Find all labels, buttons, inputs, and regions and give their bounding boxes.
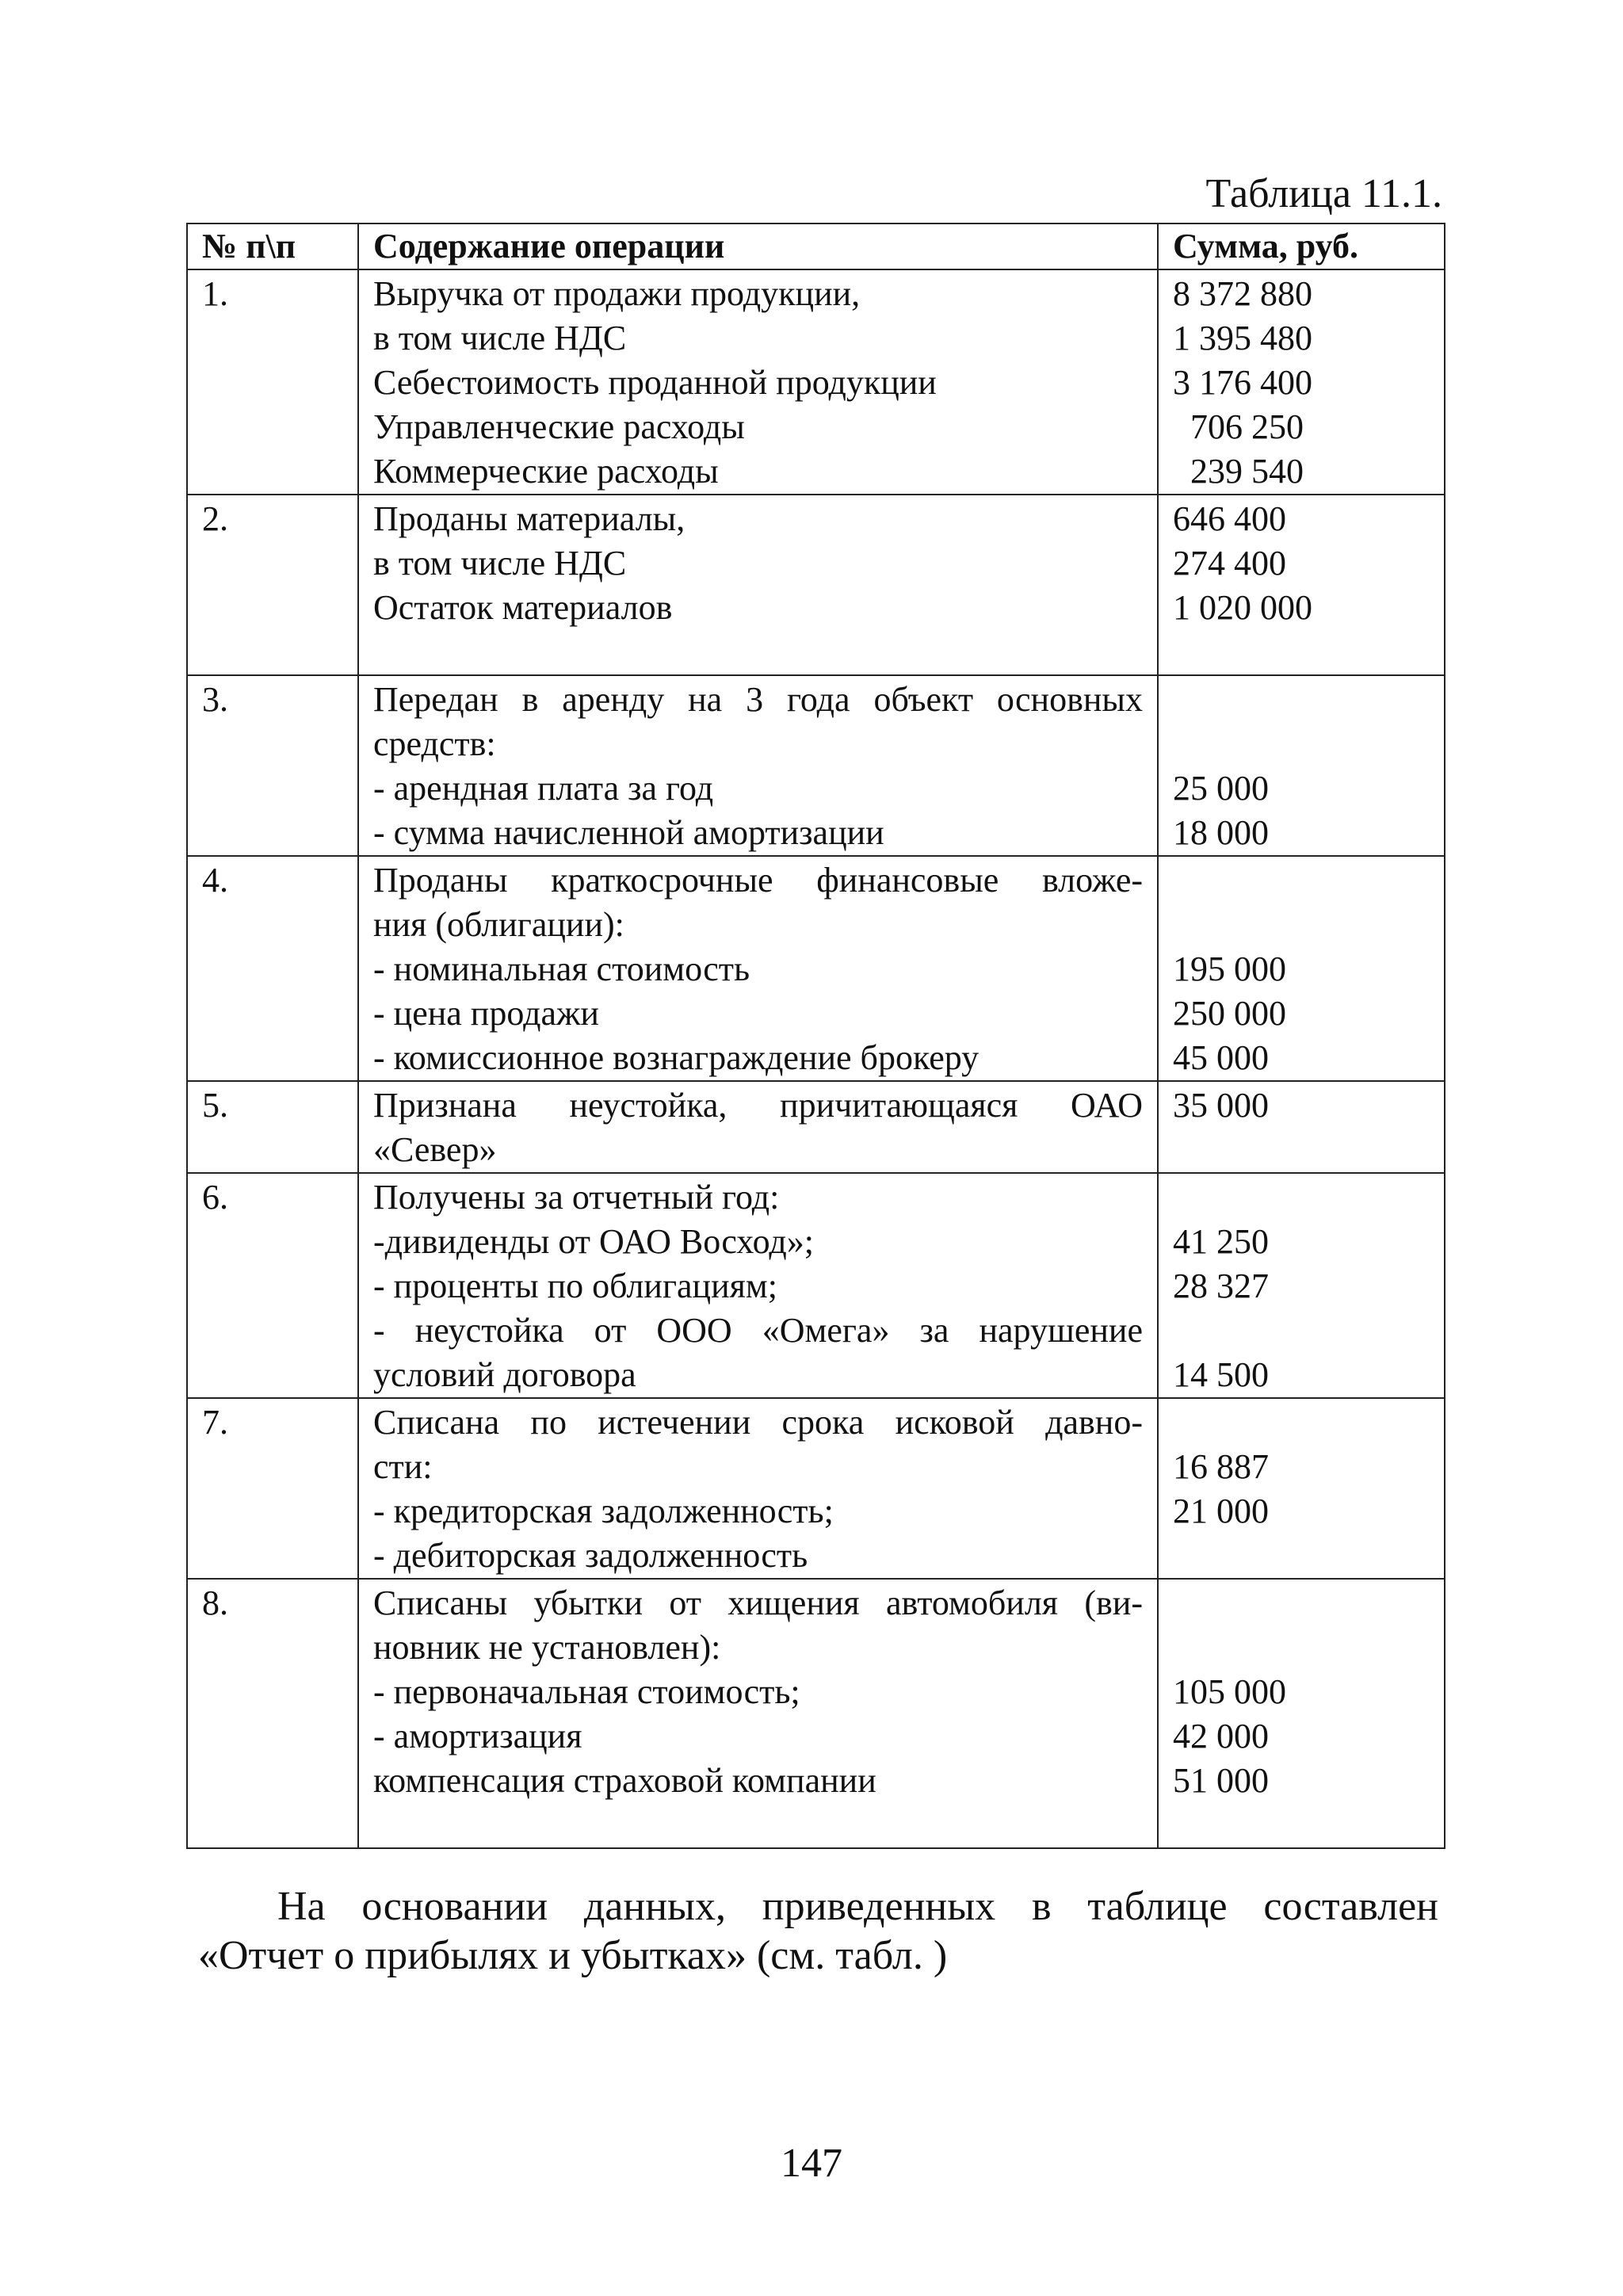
row-number	[187, 1579, 358, 1848]
table-row	[187, 856, 1445, 1081]
paragraph-line: «Отчет о прибылях и убытках» (см. табл. )	[198, 1933, 948, 1978]
row-number	[187, 856, 358, 1081]
description-line: средств:	[373, 724, 496, 763]
amount-line: 239 540	[1173, 452, 1304, 491]
row-number-text: 4.	[202, 861, 228, 900]
amount-line: 8 372 880	[1173, 274, 1312, 313]
description-line: - цена продажи	[373, 994, 599, 1033]
row-number-text: 7.	[202, 1403, 228, 1442]
paragraph-line: На основании данных, приведенных в таблице составлен	[277, 1884, 1438, 1929]
description-line: компенсация страховой компании	[373, 1761, 876, 1800]
table-body	[187, 269, 1445, 1848]
amount-line	[1173, 1400, 1430, 1445]
description-line: Проданы материалы,	[373, 499, 685, 538]
operation-description	[358, 269, 1158, 495]
description-line: «Север»	[373, 1130, 497, 1169]
description-line: сти:	[373, 1447, 433, 1486]
amount-line	[1173, 858, 1430, 903]
table-row	[187, 495, 1445, 675]
table-row	[187, 1173, 1445, 1398]
amount-line	[1173, 678, 1430, 722]
amount-line: 105 000	[1173, 1672, 1286, 1711]
description-line: Получены за отчетный год:	[373, 1178, 780, 1217]
amount-line: 51 000	[1173, 1761, 1269, 1800]
row-number	[187, 495, 358, 675]
description-line: - комиссионное вознаграждение брокеру	[373, 1038, 980, 1077]
amount-line	[1173, 722, 1430, 766]
description-line: Признана неустойка, причитающаяся ОАО	[373, 1086, 1143, 1125]
row-number	[187, 269, 358, 495]
operation-description	[358, 1173, 1158, 1398]
operation-description	[358, 1081, 1158, 1173]
amount-line: 25 000	[1173, 769, 1269, 808]
amount-line: 646 400	[1173, 499, 1286, 538]
operations-table	[186, 223, 1445, 1849]
description-line	[373, 630, 1143, 674]
description-line: новник не установлен):	[373, 1628, 721, 1667]
row-number-text: 3.	[202, 680, 228, 719]
amount-cell	[1158, 1173, 1445, 1398]
amount-line	[1173, 630, 1430, 674]
amount-line: 45 000	[1173, 1038, 1269, 1077]
amount-line	[1173, 1626, 1430, 1670]
operation-description	[358, 1579, 1158, 1848]
amount-cell	[1158, 856, 1445, 1081]
operation-description	[358, 1398, 1158, 1579]
description-line: Коммерческие расходы	[373, 452, 719, 491]
operation-description	[358, 675, 1158, 856]
header-number: № п\п	[187, 223, 358, 269]
amount-line: 14 500	[1173, 1355, 1269, 1394]
description-line: ния (облигации):	[373, 905, 624, 944]
header-amount: Сумма, руб.	[1158, 223, 1445, 269]
header-operation: Содержание операции	[358, 223, 1158, 269]
description-line: в том числе НДС	[373, 544, 627, 583]
description-line: - дебиторская задолженность	[373, 1536, 808, 1575]
amount-line: 706 250	[1173, 407, 1304, 446]
table-row	[187, 1398, 1445, 1579]
description-line: - сумма начисленной амортизации	[373, 813, 884, 852]
row-number-text: 6.	[202, 1178, 228, 1217]
amount-line: 16 887	[1173, 1447, 1269, 1486]
description-line: Выручка от продажи продукции,	[373, 274, 861, 313]
description-line: Проданы краткосрочные финансовые вложе-	[373, 861, 1143, 900]
amount-cell	[1158, 1579, 1445, 1848]
description-line: - арендная плата за год	[373, 769, 714, 808]
row-number	[187, 1398, 358, 1579]
table-header-row	[187, 223, 1445, 269]
amount-line: 250 000	[1173, 994, 1286, 1033]
row-number-text: 1.	[202, 274, 228, 313]
amount-line: 274 400	[1173, 544, 1286, 583]
amount-line: 35 000	[1173, 1086, 1269, 1125]
amount-line: 42 000	[1173, 1717, 1269, 1755]
description-line: Управленческие расходы	[373, 407, 745, 446]
row-number-text: 8.	[202, 1584, 228, 1622]
table-caption: Таблица 11.1.	[1205, 171, 1442, 216]
amount-line: 28 327	[1173, 1266, 1269, 1305]
amount-line	[1173, 1308, 1430, 1353]
description-line: - неустойка от ООО «Омега» за нарушение	[373, 1311, 1143, 1350]
amount-line: 41 250	[1173, 1222, 1269, 1261]
body-paragraph	[198, 1882, 1438, 1981]
description-line: в том числе НДС	[373, 319, 627, 357]
amount-cell	[1158, 1398, 1445, 1579]
description-line: Списаны убытки от хищения автомобиля (ви-	[373, 1584, 1143, 1622]
amount-line: 21 000	[1173, 1492, 1269, 1530]
description-line: условий договора	[373, 1355, 636, 1394]
amount-cell	[1158, 269, 1445, 495]
description-line: - амортизация	[373, 1717, 582, 1755]
amount-line	[1173, 1175, 1430, 1220]
amount-line	[1173, 1581, 1430, 1626]
description-line: Остаток материалов	[373, 588, 673, 627]
amount-line	[1173, 903, 1430, 947]
operation-description	[358, 856, 1158, 1081]
page-number: 147	[781, 2141, 842, 2186]
description-line	[373, 1803, 1143, 1847]
amount-line: 3 176 400	[1173, 363, 1312, 402]
row-number	[187, 1173, 358, 1398]
description-line: - кредиторская задолженность;	[373, 1492, 834, 1530]
amount-line: 195 000	[1173, 949, 1286, 988]
amount-cell	[1158, 1081, 1445, 1173]
description-line: Себестоимость проданной продукции	[373, 363, 937, 402]
description-line: - проценты по облигациям;	[373, 1266, 777, 1305]
amount-line	[1173, 1803, 1430, 1847]
description-line: Передан в аренду на 3 года объект основных	[373, 680, 1143, 719]
amount-line	[1173, 1534, 1430, 1578]
table-row	[187, 1081, 1445, 1173]
operation-description	[358, 495, 1158, 675]
description-line: - номинальная стоимость	[373, 949, 750, 988]
table-row	[187, 1579, 1445, 1848]
amount-line: 1 395 480	[1173, 319, 1312, 357]
description-line: -дивиденды от ОАО Восход»;	[373, 1222, 814, 1261]
description-line: Списана по истечении срока исковой давно-	[373, 1403, 1143, 1442]
amount-line	[1173, 1128, 1430, 1172]
amount-cell	[1158, 675, 1445, 856]
row-number-text: 5.	[202, 1086, 228, 1125]
row-number-text: 2.	[202, 499, 228, 538]
table-row	[187, 269, 1445, 495]
amount-line: 1 020 000	[1173, 588, 1312, 627]
amount-cell	[1158, 495, 1445, 675]
table-row	[187, 675, 1445, 856]
amount-line: 18 000	[1173, 813, 1269, 852]
row-number	[187, 1081, 358, 1173]
row-number	[187, 675, 358, 856]
description-line: - первоначальная стоимость;	[373, 1672, 800, 1711]
